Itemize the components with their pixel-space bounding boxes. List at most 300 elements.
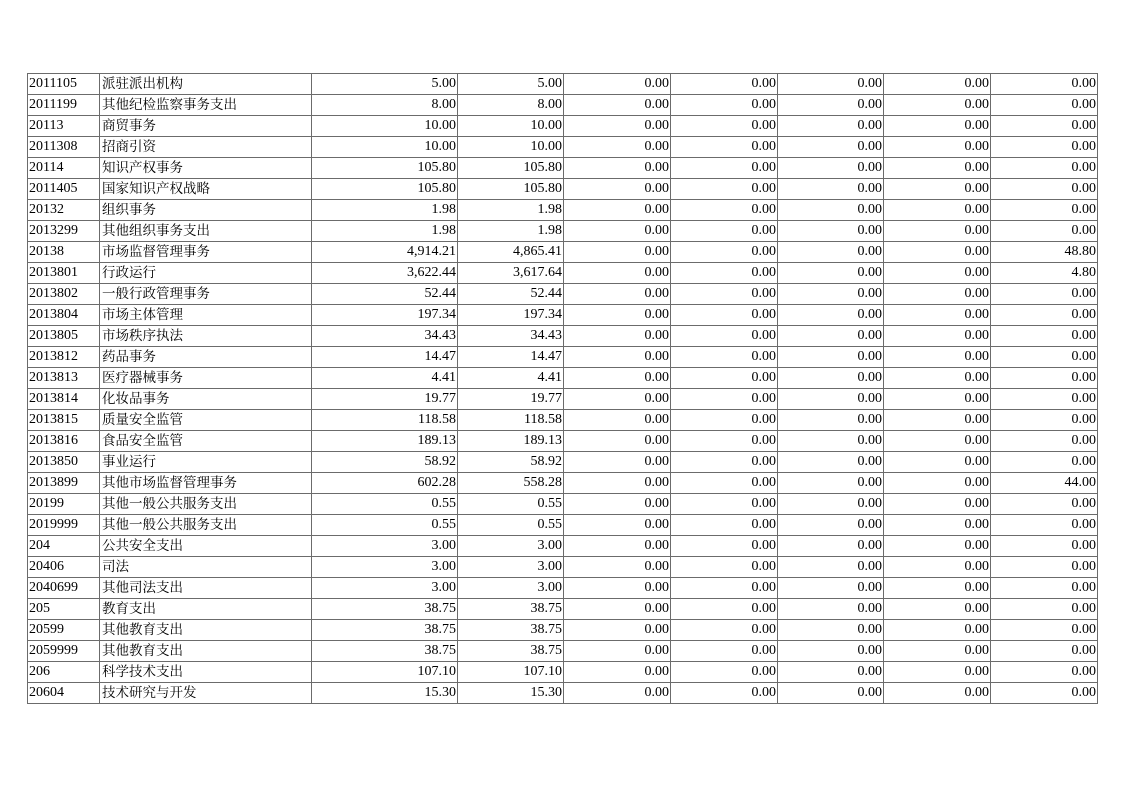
amount-cell: 105.80 xyxy=(312,179,458,200)
account-code-cell: 2040699 xyxy=(28,578,100,599)
account-name-cell: 其他一般公共服务支出 xyxy=(100,494,312,515)
amount-cell: 58.92 xyxy=(458,452,564,473)
amount-cell: 0.00 xyxy=(991,641,1098,662)
amount-cell: 5.00 xyxy=(312,74,458,95)
account-code-cell: 2011105 xyxy=(28,74,100,95)
amount-cell: 0.00 xyxy=(884,662,991,683)
amount-cell: 44.00 xyxy=(991,473,1098,494)
account-name-cell: 招商引资 xyxy=(100,137,312,158)
amount-cell: 0.00 xyxy=(778,284,884,305)
amount-cell: 0.00 xyxy=(564,263,671,284)
amount-cell: 118.58 xyxy=(458,410,564,431)
amount-cell: 10.00 xyxy=(312,116,458,137)
amount-cell: 0.00 xyxy=(564,137,671,158)
amount-cell: 15.30 xyxy=(312,683,458,704)
account-name-cell: 教育支出 xyxy=(100,599,312,620)
amount-cell: 0.00 xyxy=(564,494,671,515)
amount-cell: 0.00 xyxy=(564,473,671,494)
amount-cell: 0.00 xyxy=(884,74,991,95)
amount-cell: 3.00 xyxy=(458,536,564,557)
account-code-cell: 20138 xyxy=(28,242,100,263)
amount-cell: 0.00 xyxy=(564,116,671,137)
amount-cell: 0.00 xyxy=(991,389,1098,410)
account-name-cell: 司法 xyxy=(100,557,312,578)
amount-cell: 105.80 xyxy=(312,158,458,179)
amount-cell: 0.00 xyxy=(778,494,884,515)
amount-cell: 0.00 xyxy=(564,179,671,200)
amount-cell: 0.00 xyxy=(778,200,884,221)
amount-cell: 0.00 xyxy=(991,494,1098,515)
amount-cell: 0.00 xyxy=(564,452,671,473)
account-name-cell: 事业运行 xyxy=(100,452,312,473)
table-row xyxy=(28,431,1098,452)
amount-cell: 0.00 xyxy=(884,578,991,599)
table-row xyxy=(28,116,1098,137)
table-row xyxy=(28,515,1098,536)
amount-cell: 107.10 xyxy=(312,662,458,683)
amount-cell: 8.00 xyxy=(458,95,564,116)
amount-cell: 0.00 xyxy=(564,515,671,536)
amount-cell: 48.80 xyxy=(991,242,1098,263)
amount-cell: 0.00 xyxy=(671,74,778,95)
amount-cell: 197.34 xyxy=(458,305,564,326)
account-name-cell: 市场主体管理 xyxy=(100,305,312,326)
amount-cell: 0.00 xyxy=(991,74,1098,95)
table-row xyxy=(28,368,1098,389)
amount-cell: 0.00 xyxy=(671,431,778,452)
table-row xyxy=(28,410,1098,431)
amount-cell: 0.00 xyxy=(671,599,778,620)
account-code-cell: 2013804 xyxy=(28,305,100,326)
amount-cell: 0.00 xyxy=(671,683,778,704)
amount-cell: 0.00 xyxy=(671,137,778,158)
amount-cell: 0.00 xyxy=(564,326,671,347)
table-row xyxy=(28,557,1098,578)
account-code-cell: 205 xyxy=(28,599,100,620)
amount-cell: 0.00 xyxy=(991,431,1098,452)
amount-cell: 1.98 xyxy=(312,221,458,242)
amount-cell: 0.00 xyxy=(778,536,884,557)
account-code-cell: 2011308 xyxy=(28,137,100,158)
amount-cell: 0.00 xyxy=(564,95,671,116)
amount-cell: 0.55 xyxy=(458,494,564,515)
account-code-cell: 206 xyxy=(28,662,100,683)
table-row xyxy=(28,74,1098,95)
amount-cell: 0.00 xyxy=(671,389,778,410)
amount-cell: 0.00 xyxy=(884,347,991,368)
amount-cell: 0.00 xyxy=(778,557,884,578)
amount-cell: 0.00 xyxy=(564,410,671,431)
amount-cell: 0.00 xyxy=(778,662,884,683)
amount-cell: 0.00 xyxy=(671,473,778,494)
amount-cell: 0.00 xyxy=(671,347,778,368)
table-row xyxy=(28,242,1098,263)
amount-cell: 0.00 xyxy=(671,200,778,221)
account-code-cell: 20199 xyxy=(28,494,100,515)
amount-cell: 0.00 xyxy=(991,116,1098,137)
table-row xyxy=(28,620,1098,641)
amount-cell: 0.00 xyxy=(778,683,884,704)
amount-cell: 0.00 xyxy=(778,263,884,284)
amount-cell: 0.00 xyxy=(884,137,991,158)
amount-cell: 0.00 xyxy=(778,347,884,368)
table-row xyxy=(28,347,1098,368)
amount-cell: 0.00 xyxy=(991,305,1098,326)
account-code-cell: 2013899 xyxy=(28,473,100,494)
amount-cell: 0.00 xyxy=(564,158,671,179)
account-name-cell: 市场秩序执法 xyxy=(100,326,312,347)
amount-cell: 0.00 xyxy=(991,536,1098,557)
table-row xyxy=(28,536,1098,557)
account-name-cell: 行政运行 xyxy=(100,263,312,284)
account-code-cell: 2059999 xyxy=(28,641,100,662)
account-code-cell: 20113 xyxy=(28,116,100,137)
amount-cell: 38.75 xyxy=(458,599,564,620)
amount-cell: 0.00 xyxy=(884,158,991,179)
amount-cell: 0.00 xyxy=(564,641,671,662)
amount-cell: 38.75 xyxy=(312,641,458,662)
amount-cell: 38.75 xyxy=(458,620,564,641)
amount-cell: 0.00 xyxy=(564,557,671,578)
amount-cell: 0.00 xyxy=(671,641,778,662)
account-code-cell: 2013816 xyxy=(28,431,100,452)
account-code-cell: 2013814 xyxy=(28,389,100,410)
account-name-cell: 商贸事务 xyxy=(100,116,312,137)
account-name-cell: 组织事务 xyxy=(100,200,312,221)
amount-cell: 0.00 xyxy=(671,263,778,284)
budget-table xyxy=(27,73,1098,704)
amount-cell: 118.58 xyxy=(312,410,458,431)
amount-cell: 0.00 xyxy=(564,242,671,263)
table-row xyxy=(28,221,1098,242)
amount-cell: 0.00 xyxy=(884,683,991,704)
amount-cell: 0.00 xyxy=(991,662,1098,683)
amount-cell: 0.00 xyxy=(564,368,671,389)
amount-cell: 0.00 xyxy=(991,284,1098,305)
table-row xyxy=(28,473,1098,494)
amount-cell: 0.00 xyxy=(884,473,991,494)
amount-cell: 34.43 xyxy=(458,326,564,347)
amount-cell: 4.41 xyxy=(312,368,458,389)
amount-cell: 10.00 xyxy=(312,137,458,158)
account-name-cell: 质量安全监管 xyxy=(100,410,312,431)
amount-cell: 0.00 xyxy=(991,368,1098,389)
amount-cell: 52.44 xyxy=(458,284,564,305)
table-row xyxy=(28,179,1098,200)
table-row xyxy=(28,641,1098,662)
amount-cell: 0.00 xyxy=(564,431,671,452)
account-code-cell: 2013802 xyxy=(28,284,100,305)
amount-cell: 0.00 xyxy=(671,536,778,557)
amount-cell: 0.00 xyxy=(671,158,778,179)
amount-cell: 0.00 xyxy=(778,326,884,347)
amount-cell: 0.00 xyxy=(778,389,884,410)
amount-cell: 0.00 xyxy=(564,578,671,599)
amount-cell: 0.00 xyxy=(671,368,778,389)
amount-cell: 0.00 xyxy=(778,641,884,662)
amount-cell: 0.00 xyxy=(991,557,1098,578)
account-code-cell: 2013850 xyxy=(28,452,100,473)
amount-cell: 10.00 xyxy=(458,116,564,137)
amount-cell: 3.00 xyxy=(458,557,564,578)
amount-cell: 0.00 xyxy=(671,179,778,200)
table-row xyxy=(28,95,1098,116)
amount-cell: 52.44 xyxy=(312,284,458,305)
amount-cell: 602.28 xyxy=(312,473,458,494)
amount-cell: 10.00 xyxy=(458,137,564,158)
amount-cell: 0.00 xyxy=(564,74,671,95)
account-name-cell: 其他司法支出 xyxy=(100,578,312,599)
amount-cell: 0.00 xyxy=(778,221,884,242)
amount-cell: 0.00 xyxy=(671,305,778,326)
amount-cell: 0.00 xyxy=(991,137,1098,158)
account-code-cell: 20114 xyxy=(28,158,100,179)
amount-cell: 197.34 xyxy=(312,305,458,326)
amount-cell: 189.13 xyxy=(312,431,458,452)
amount-cell: 0.00 xyxy=(671,95,778,116)
account-name-cell: 其他教育支出 xyxy=(100,620,312,641)
table-row xyxy=(28,137,1098,158)
amount-cell: 0.00 xyxy=(778,599,884,620)
amount-cell: 0.00 xyxy=(778,179,884,200)
table-row xyxy=(28,284,1098,305)
amount-cell: 3.00 xyxy=(458,578,564,599)
amount-cell: 0.00 xyxy=(564,221,671,242)
amount-cell: 0.00 xyxy=(991,683,1098,704)
amount-cell: 1.98 xyxy=(458,200,564,221)
amount-cell: 0.00 xyxy=(778,305,884,326)
amount-cell: 0.00 xyxy=(671,116,778,137)
amount-cell: 105.80 xyxy=(458,179,564,200)
amount-cell: 0.00 xyxy=(671,494,778,515)
amount-cell: 4,865.41 xyxy=(458,242,564,263)
amount-cell: 0.00 xyxy=(884,200,991,221)
amount-cell: 3,617.64 xyxy=(458,263,564,284)
amount-cell: 0.00 xyxy=(778,74,884,95)
account-name-cell: 其他纪检监察事务支出 xyxy=(100,95,312,116)
amount-cell: 0.00 xyxy=(778,95,884,116)
amount-cell: 0.00 xyxy=(564,536,671,557)
amount-cell: 0.00 xyxy=(991,326,1098,347)
amount-cell: 0.00 xyxy=(884,263,991,284)
amount-cell: 107.10 xyxy=(458,662,564,683)
amount-cell: 0.00 xyxy=(991,599,1098,620)
amount-cell: 4.41 xyxy=(458,368,564,389)
account-name-cell: 其他市场监督管理事务 xyxy=(100,473,312,494)
table-row xyxy=(28,158,1098,179)
amount-cell: 3,622.44 xyxy=(312,263,458,284)
amount-cell: 38.75 xyxy=(312,620,458,641)
amount-cell: 0.00 xyxy=(884,116,991,137)
amount-cell: 0.00 xyxy=(884,620,991,641)
amount-cell: 14.47 xyxy=(312,347,458,368)
account-code-cell: 20599 xyxy=(28,620,100,641)
amount-cell: 8.00 xyxy=(312,95,458,116)
account-code-cell: 2013815 xyxy=(28,410,100,431)
amount-cell: 0.00 xyxy=(671,620,778,641)
amount-cell: 0.00 xyxy=(778,452,884,473)
amount-cell: 0.00 xyxy=(884,284,991,305)
amount-cell: 0.00 xyxy=(884,557,991,578)
amount-cell: 105.80 xyxy=(458,158,564,179)
amount-cell: 0.00 xyxy=(778,578,884,599)
amount-cell: 189.13 xyxy=(458,431,564,452)
amount-cell: 3.00 xyxy=(312,557,458,578)
account-code-cell: 2013812 xyxy=(28,347,100,368)
amount-cell: 0.00 xyxy=(884,305,991,326)
account-name-cell: 药品事务 xyxy=(100,347,312,368)
amount-cell: 4.80 xyxy=(991,263,1098,284)
amount-cell: 0.00 xyxy=(884,641,991,662)
amount-cell: 0.00 xyxy=(884,242,991,263)
amount-cell: 1.98 xyxy=(312,200,458,221)
amount-cell: 0.00 xyxy=(778,620,884,641)
amount-cell: 0.00 xyxy=(778,242,884,263)
account-name-cell: 化妆品事务 xyxy=(100,389,312,410)
amount-cell: 0.00 xyxy=(671,410,778,431)
amount-cell: 0.55 xyxy=(312,515,458,536)
amount-cell: 0.00 xyxy=(778,116,884,137)
amount-cell: 0.00 xyxy=(564,389,671,410)
amount-cell: 0.00 xyxy=(671,242,778,263)
account-name-cell: 知识产权事务 xyxy=(100,158,312,179)
account-code-cell: 20132 xyxy=(28,200,100,221)
amount-cell: 0.00 xyxy=(671,557,778,578)
amount-cell: 0.00 xyxy=(671,515,778,536)
amount-cell: 19.77 xyxy=(458,389,564,410)
amount-cell: 0.00 xyxy=(884,410,991,431)
account-code-cell: 2019999 xyxy=(28,515,100,536)
amount-cell: 0.00 xyxy=(991,347,1098,368)
account-name-cell: 国家知识产权战略 xyxy=(100,179,312,200)
amount-cell: 0.00 xyxy=(564,662,671,683)
amount-cell: 5.00 xyxy=(458,74,564,95)
table-row xyxy=(28,662,1098,683)
amount-cell: 0.00 xyxy=(884,326,991,347)
amount-cell: 0.00 xyxy=(991,578,1098,599)
amount-cell: 0.00 xyxy=(671,284,778,305)
amount-cell: 0.00 xyxy=(884,536,991,557)
amount-cell: 0.00 xyxy=(884,452,991,473)
amount-cell: 0.55 xyxy=(312,494,458,515)
table-row xyxy=(28,326,1098,347)
account-name-cell: 其他一般公共服务支出 xyxy=(100,515,312,536)
amount-cell: 0.00 xyxy=(991,410,1098,431)
amount-cell: 1.98 xyxy=(458,221,564,242)
table-row xyxy=(28,683,1098,704)
amount-cell: 0.00 xyxy=(991,200,1098,221)
amount-cell: 0.00 xyxy=(991,515,1098,536)
account-name-cell: 其他组织事务支出 xyxy=(100,221,312,242)
account-name-cell: 食品安全监管 xyxy=(100,431,312,452)
amount-cell: 558.28 xyxy=(458,473,564,494)
table-row xyxy=(28,578,1098,599)
amount-cell: 0.00 xyxy=(884,95,991,116)
account-name-cell: 一般行政管理事务 xyxy=(100,284,312,305)
amount-cell: 58.92 xyxy=(312,452,458,473)
account-code-cell: 2013805 xyxy=(28,326,100,347)
account-code-cell: 2011405 xyxy=(28,179,100,200)
amount-cell: 0.00 xyxy=(671,326,778,347)
amount-cell: 14.47 xyxy=(458,347,564,368)
amount-cell: 0.00 xyxy=(671,221,778,242)
amount-cell: 0.00 xyxy=(564,620,671,641)
amount-cell: 0.00 xyxy=(991,620,1098,641)
amount-cell: 0.00 xyxy=(884,431,991,452)
account-name-cell: 技术研究与开发 xyxy=(100,683,312,704)
amount-cell: 0.00 xyxy=(884,494,991,515)
amount-cell: 0.00 xyxy=(884,179,991,200)
amount-cell: 0.00 xyxy=(884,368,991,389)
account-code-cell: 20406 xyxy=(28,557,100,578)
amount-cell: 3.00 xyxy=(312,578,458,599)
amount-cell: 0.00 xyxy=(564,200,671,221)
amount-cell: 0.00 xyxy=(778,158,884,179)
amount-cell: 0.00 xyxy=(778,431,884,452)
amount-cell: 0.00 xyxy=(884,221,991,242)
table-row xyxy=(28,452,1098,473)
amount-cell: 0.00 xyxy=(778,368,884,389)
table-body xyxy=(28,74,1098,704)
amount-cell: 0.00 xyxy=(991,179,1098,200)
amount-cell: 19.77 xyxy=(312,389,458,410)
account-name-cell: 公共安全支出 xyxy=(100,536,312,557)
amount-cell: 0.00 xyxy=(991,221,1098,242)
account-code-cell: 2013299 xyxy=(28,221,100,242)
account-name-cell: 科学技术支出 xyxy=(100,662,312,683)
amount-cell: 0.00 xyxy=(778,473,884,494)
account-code-cell: 20604 xyxy=(28,683,100,704)
amount-cell: 0.00 xyxy=(991,158,1098,179)
amount-cell: 0.00 xyxy=(991,95,1098,116)
table-row xyxy=(28,263,1098,284)
amount-cell: 0.00 xyxy=(564,683,671,704)
amount-cell: 4,914.21 xyxy=(312,242,458,263)
account-code-cell: 2013801 xyxy=(28,263,100,284)
amount-cell: 0.55 xyxy=(458,515,564,536)
table-row xyxy=(28,494,1098,515)
table-row xyxy=(28,389,1098,410)
amount-cell: 3.00 xyxy=(312,536,458,557)
amount-cell: 0.00 xyxy=(564,305,671,326)
account-name-cell: 派驻派出机构 xyxy=(100,74,312,95)
amount-cell: 0.00 xyxy=(671,452,778,473)
amount-cell: 0.00 xyxy=(671,578,778,599)
amount-cell: 34.43 xyxy=(312,326,458,347)
account-name-cell: 市场监督管理事务 xyxy=(100,242,312,263)
amount-cell: 38.75 xyxy=(312,599,458,620)
amount-cell: 0.00 xyxy=(564,284,671,305)
amount-cell: 0.00 xyxy=(778,410,884,431)
account-code-cell: 2013813 xyxy=(28,368,100,389)
account-name-cell: 医疗器械事务 xyxy=(100,368,312,389)
amount-cell: 0.00 xyxy=(778,515,884,536)
amount-cell: 0.00 xyxy=(991,452,1098,473)
account-name-cell: 其他教育支出 xyxy=(100,641,312,662)
amount-cell: 0.00 xyxy=(884,389,991,410)
table-row xyxy=(28,200,1098,221)
account-code-cell: 204 xyxy=(28,536,100,557)
amount-cell: 0.00 xyxy=(564,599,671,620)
table-row xyxy=(28,305,1098,326)
amount-cell: 0.00 xyxy=(778,137,884,158)
table-row xyxy=(28,599,1098,620)
amount-cell: 0.00 xyxy=(564,347,671,368)
amount-cell: 38.75 xyxy=(458,641,564,662)
amount-cell: 0.00 xyxy=(884,515,991,536)
amount-cell: 15.30 xyxy=(458,683,564,704)
amount-cell: 0.00 xyxy=(884,599,991,620)
